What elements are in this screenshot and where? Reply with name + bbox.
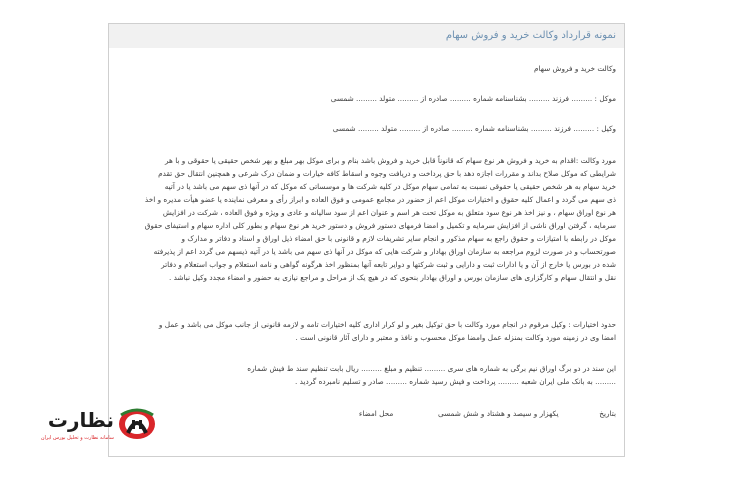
logo-mark-icon	[117, 407, 157, 441]
subject-line: شرایطی که موکل صلاح بداند و مقررات اجازه دهد با حق پرداخت و دریافت وجوه و اسقاط کافه خیارات و ضمان درک شرعی و همچنین انتقال حق تقدم	[158, 169, 616, 178]
subject-line: هر نوع اوراق سهام ، و نیز اخذ هر نوع سود متعلق به موکل تحت هر اسم و عنوان اعم از سود سالیانه و عادی و ویژه و فوق العاده ، شرکت در افزایش	[162, 208, 616, 217]
authority-paragraph	[116, 318, 616, 344]
signature-label: محل امضاء	[358, 409, 394, 418]
subject-line: موکل در رابطه با امتیازات و حقوق راجع به سهام مذکور و انجام سایر تشریفات لازم و قانونی با حق امضاء ذیل اوراق و اسناد و دفاتر و مدارک و	[181, 234, 616, 243]
principal-line: موکل : ......... فرزند ......... بشناسنامه شماره ......... صادره از ......... متولد ......... شمسی	[330, 94, 616, 103]
agent-line: وکیل : ......... فرزند ......... بشناسنامه شماره ......... صادره از ......... متولد ......... شمسی	[332, 124, 616, 133]
logo-tagline: سامانه نظارت و تحلیل بورس ایران	[40, 435, 114, 441]
issuance-paragraph	[116, 362, 616, 388]
subject-line: خرید سهام به هر شخص حقیقی یا حقوقی نسبت به تمامی سهام موکل در کلیه شرکت ها و موسساتی که موکل که در آنها ذی سهم می باشد یا در آتیه	[164, 182, 616, 191]
document-heading: وکالت خرید و فروش سهام	[534, 64, 616, 73]
date-value: یکهزار و سیصد و هشتاد و شش شمسی	[437, 409, 559, 418]
document-title: نمونه قرارداد وکالت خرید و فروش سهام	[109, 24, 624, 48]
subject-line: ذی سهم می گردد و اعمال کلیه حقوق و اختیارات موکل اعم از حضور در مجامع عمومی و فوق العاده و ابراز رأی و معرفی نماینده یا عضو هیأت مدیره و اخذ	[144, 195, 616, 204]
logo-wordmark: نظارت	[47, 408, 114, 432]
issuance-line: این سند در دو برگ اوراق نیم برگی به شماره های سری ......... تنظیم و مبلغ ......... ریال بابت تنظیم سند ط فیش شماره	[247, 364, 616, 373]
authority-line: حدود اختیارات : وکیل مرقوم در انجام مورد وکالت با حق توکیل بغیر و لو کرار اداری کلیه اختیارات تامه و لازمه قانونی از جانب موکل می باشد و عمل و	[158, 320, 616, 329]
subject-line: سرمایه ، گرفتن اوراق ناشی از افزایش سرمایه و تکمیل و امضا فرمهای دستور فروش و دستور خرید هر نوع سهام و بطور کلی اداره سهام و استیفای حقوق	[144, 221, 616, 230]
issuance-line: ......... به بانک ملی ایران شعبه ......... پرداخت و فیش رسید شماره ......... صادر و تسلیم نامبرده گردید .	[295, 377, 616, 386]
subject-line: صورتحساب و در صورت لزوم مراجعه به سازمان اوراق بهادار و شرکت هایی که موکل در آنها ذی سهم می باشد یا در آتیه ذیسهم می گردد اعم از پذیرفته	[153, 247, 616, 256]
subject-line: مورد وکالت :اقدام به خرید و فروش هر نوع سهام که قانوناً قابل خرید و فروش باشد بنام و برای موکل بهر مبلغ و بهر شخص حقیقی یا حقوقی و با هر	[165, 156, 616, 165]
authority-line: امضا وی در زمینه مورد وکالت بمنزله عمل وامضا موکل محسوب و نافذ و معتبر و دارای آثار قانونی است .	[295, 333, 616, 342]
date-label: بتاریخ	[599, 409, 616, 418]
subject-line: نقل و انتقال سهام و کارگزاری های سازمان بورس و اوراق بهادار بنحوی که در هیچ یک از مراحل و مراجع نیازی به حضور و امضاء مجدد وکیل نباشد .	[169, 273, 616, 282]
document-frame	[108, 23, 625, 457]
subject-line: شده در بورس یا خارج از آن و یا ادارات ثبت و دارایی و ثبت شرکتها و دوایر تابعه آنها بمنظور اخذ هرگونه گواهی و نامه استعلام و جواب استعلام و دفاتر	[161, 260, 616, 269]
brand-logo	[14, 404, 164, 448]
subject-paragraph	[116, 154, 616, 284]
date-signature-row	[116, 407, 616, 420]
